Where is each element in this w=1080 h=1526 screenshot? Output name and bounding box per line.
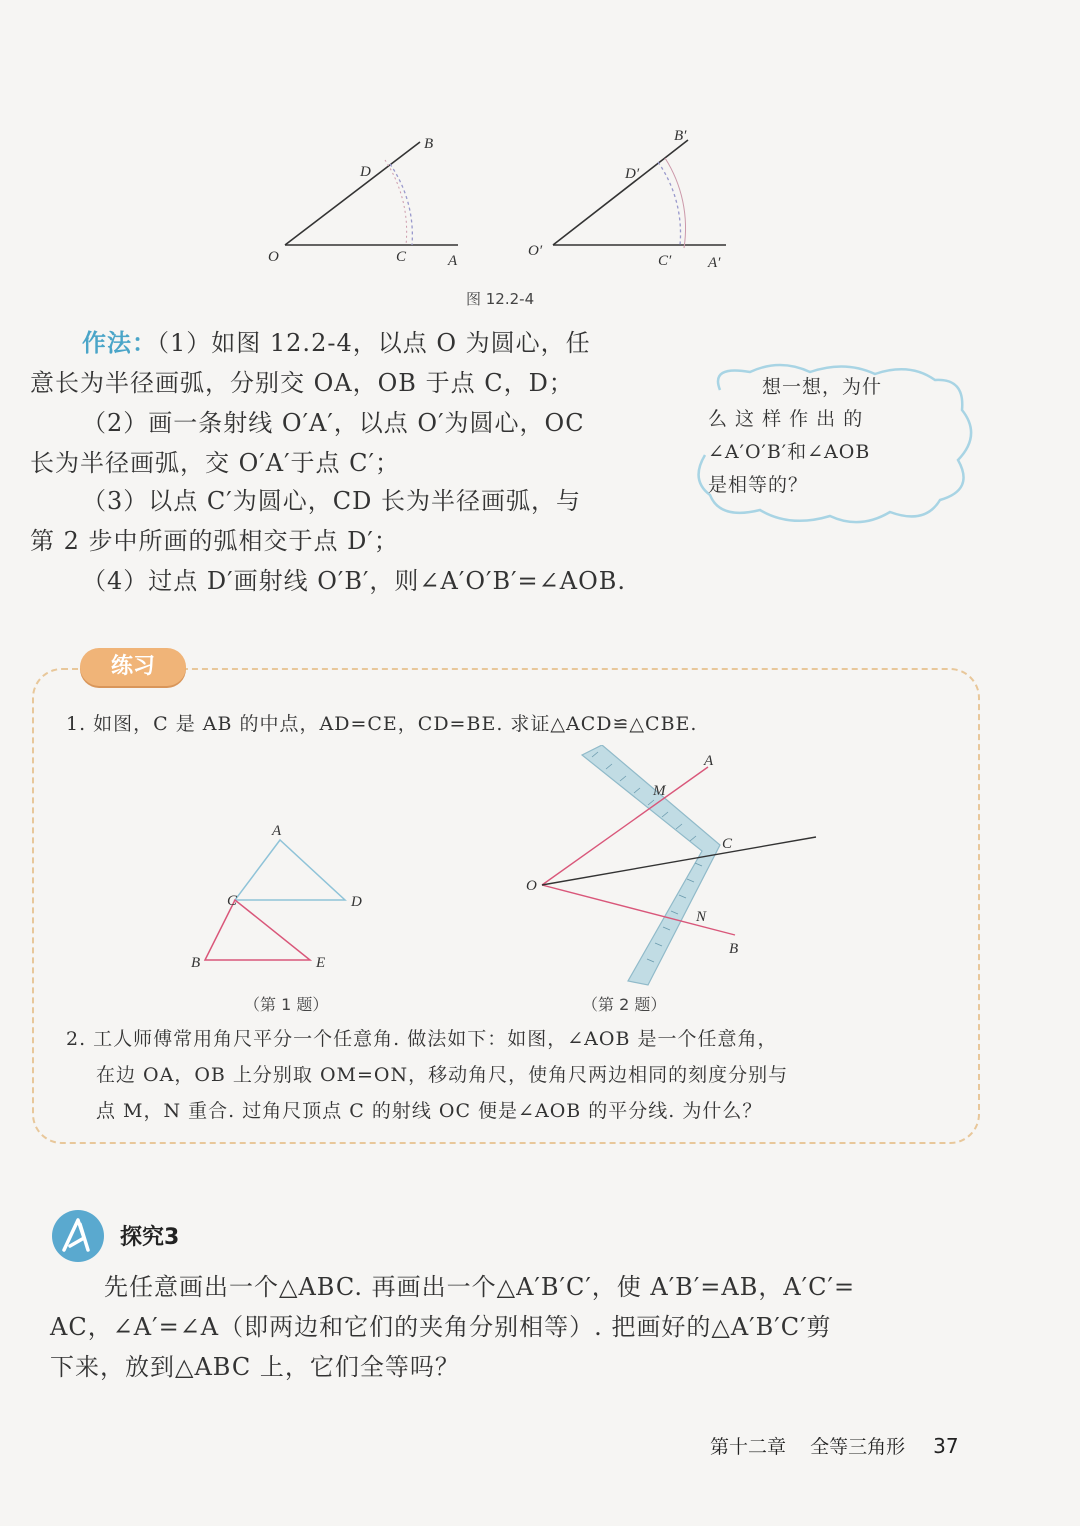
- q1-label-e: E: [316, 955, 326, 971]
- question-2-line-1: 2. 工人师傅常用角尺平分一个任意角. 做法如下：如图，∠AOB 是一个任意角，: [66, 1028, 778, 1050]
- figure-question-2: [520, 745, 830, 990]
- label-d: D: [360, 164, 371, 180]
- explore-title: 探究3: [120, 1225, 180, 1250]
- question-2-line-3: 点 M，N 重合. 过角尺顶点 C 的射线 OC 便是∠AOB 的平分线. 为什么？: [96, 1100, 763, 1122]
- method-line-1: 作法：（1）如图 12.2-4，以点 O 为圆心，任: [82, 329, 591, 357]
- method-line-6: 第 2 步中所画的弧相交于点 D′；: [30, 527, 399, 555]
- figure-caption: 图 12.2-4: [466, 290, 535, 308]
- q2-label-o: O: [526, 878, 537, 894]
- thought-bubble: [690, 360, 980, 530]
- label-d-prime: D′: [625, 166, 640, 182]
- label-a-prime: A′: [708, 255, 721, 271]
- explore-line-2: AC，∠A′=∠A（即两边和它们的夹角分别相等）. 把画好的△A′B′C′剪: [50, 1313, 832, 1341]
- page-number: 37: [933, 1434, 959, 1458]
- page-footer: [710, 1432, 959, 1459]
- question-2-line-2: 在边 OA，OB 上分别取 OM=ON，移动角尺，使角尺两边相同的刻度分别与: [96, 1064, 789, 1086]
- question-1: 1. 如图，C 是 AB 的中点，AD=CE，CD=BE. 求证△ACD≌△CBE.: [66, 713, 698, 735]
- method-line-3: （2）画一条射线 O′A′，以点 O′为圆心，OC: [82, 409, 585, 437]
- practice-tab: 练习: [80, 648, 186, 686]
- method-line-5: （3）以点 C′为圆心，CD 长为半径画弧，与: [82, 487, 581, 515]
- chapter-title: 全等三角形: [810, 1436, 906, 1458]
- label-c-prime: C′: [658, 253, 672, 269]
- method-line-4: 长为半径画弧，交 O′A′于点 C′；: [30, 449, 400, 477]
- q1-label-c: C: [227, 893, 238, 909]
- q2-label-b: B: [729, 941, 739, 957]
- explore-line-3: 下来，放到△ABC 上，它们全等吗？: [50, 1353, 460, 1381]
- method-label: 作法：: [82, 329, 157, 357]
- q1-label-a: A: [272, 823, 282, 839]
- thought-line-1: 想一想，为什: [762, 376, 883, 398]
- q2-label-m: M: [653, 783, 666, 799]
- method-line-7: （4）过点 D′画射线 O′B′，则∠A′O′B′=∠AOB.: [82, 567, 627, 595]
- label-a: A: [448, 253, 458, 269]
- thought-line-4: 是相等的？: [708, 474, 809, 496]
- chapter-label: 第十二章: [710, 1436, 787, 1458]
- thought-line-3: ∠A′O′B′和∠AOB: [708, 441, 871, 463]
- label-o: O: [268, 249, 279, 265]
- label-o-prime: O′: [528, 243, 543, 259]
- thought-line-2: 么 这 样 作 出 的: [708, 408, 864, 430]
- figure-1-caption: （第 1 题）: [244, 995, 329, 1014]
- q2-label-a: A: [704, 753, 714, 769]
- figure-2-caption: （第 2 题）: [582, 995, 667, 1014]
- left-angle-diagram: [268, 136, 458, 269]
- figure-question-1: [185, 815, 385, 985]
- q1-label-b: B: [191, 955, 201, 971]
- label-b-prime: B′: [674, 128, 687, 144]
- method-line-2: 意长为半径画弧，分别交 OA，OB 于点 C，D；: [30, 369, 574, 397]
- q2-label-n: N: [696, 909, 707, 925]
- figure-12-2-4: [250, 120, 770, 280]
- explore-icon: [50, 1208, 106, 1264]
- label-b: B: [424, 136, 434, 152]
- explore-line-1: 先任意画出一个△ABC. 再画出一个△A′B′C′，使 A′B′=AB，A′C′=: [104, 1273, 856, 1301]
- q2-label-c: C: [722, 836, 733, 852]
- q1-label-d: D: [351, 894, 362, 910]
- right-angle-diagram: [528, 128, 726, 271]
- label-c: C: [396, 249, 407, 265]
